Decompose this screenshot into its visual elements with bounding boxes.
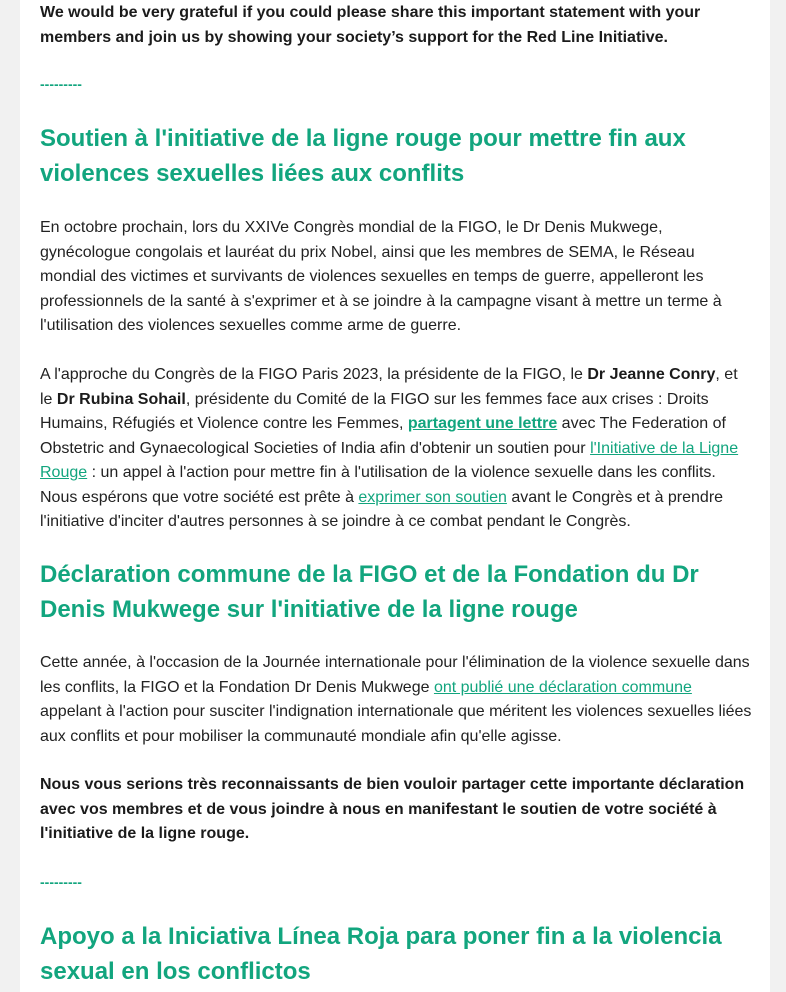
text-segment: appelant à l'action pour susciter l'indignation internationale que méritent les violences sexuelles liées aux conflits et pour mobiliser la communauté mondiale afin qu'elle agisse. xyxy=(40,703,752,745)
name-jeanne-conry: Dr Jeanne Conry xyxy=(587,366,716,383)
link-partagent-une-lettre[interactable]: partagent une lettre xyxy=(407,415,558,432)
english-closing-text: We would be very grateful if you could please share this important statement with your members and join us by showing your society’s support for the Red Line Initiative. xyxy=(40,4,701,46)
fr-heading-joint-declaration: Déclaration commune de la FIGO et de la Fondation du Dr Denis Mukwege sur l'initiative de la ligne rouge xyxy=(40,561,699,623)
fr-paragraph-letter xyxy=(40,363,752,535)
fr-heading-red-line-support: Soutien à l'initiative de la ligne rouge pour mettre fin aux violences sexuelles liées aux conflits xyxy=(40,125,686,187)
text-segment: avec The Federation of Obstetric and Gynaecological Societies of India afin d'obtenir un soutien pour xyxy=(40,415,726,457)
text-segment: , présidente du Comité de la FIGO sur les femmes face aux crises : Droits Humains, Réfugiés et Violence contre les Femmes, xyxy=(40,390,709,432)
fr-paragraph-declaration xyxy=(40,651,752,749)
fr-closing-text: Nous vous serions très reconnaissants de bien vouloir partager cette importante déclaration avec vos membres et de vous joindre à nous en manifestant le soutien de votre société à l'initiative de la ligne rouge. xyxy=(40,776,745,842)
link-exprimer-son-soutien[interactable]: exprimer son soutien xyxy=(358,488,507,506)
text-segment: Cette année, à l'occasion de la Journée internationale pour l'élimination de la violence sexuelle dans les conflits, la FIGO et la Fondation Dr Denis Mukwege xyxy=(40,654,750,696)
separator-2: --------- xyxy=(40,874,82,890)
name-rubina-sohail: Dr Rubina Sohail xyxy=(56,390,186,408)
fr-paragraph-congress: En octobre prochain, lors du XXIVe Congrès mondial de la FIGO, le Dr Denis Mukwege, gynécologue congolais et lauréat du prix Nobel, ainsi que les membres de SEMA, le Réseau mondial des victimes et survivants de violences sexuelles en temps de guerre, appelleront les professionnels de la santé à s'exprimer et à se joindre à la campagne visant à mettre un terme à l'utilisation des violences sexuelles comme arme de guerre. xyxy=(40,219,722,334)
email-body xyxy=(20,0,770,992)
link-initiative-ligne-rouge[interactable]: l'Initiative de la Ligne Rouge xyxy=(40,439,739,481)
text-segment: , et le xyxy=(40,366,738,408)
es-heading-red-line-support: Apoyo a la Iniciativa Línea Roja para poner fin a la violencia sexual en los conflictos xyxy=(40,923,722,985)
text-segment: A l'approche du Congrès de la FIGO Paris 2023, la présidente de la FIGO, le xyxy=(40,366,588,383)
text-segment: : un appel à l'action pour mettre fin à l'utilisation de la violence sexuelle dans les conflits. Nous espérons que votre société est prête à xyxy=(40,464,716,506)
separator-1: --------- xyxy=(40,76,82,92)
link-declaration-commune[interactable]: ont publié une déclaration commune xyxy=(433,678,692,696)
text-segment: avant le Congrès et à prendre l'initiative d'inciter d'autres personnes à se joindre à ce combat pendant le Congrès. xyxy=(40,488,724,530)
